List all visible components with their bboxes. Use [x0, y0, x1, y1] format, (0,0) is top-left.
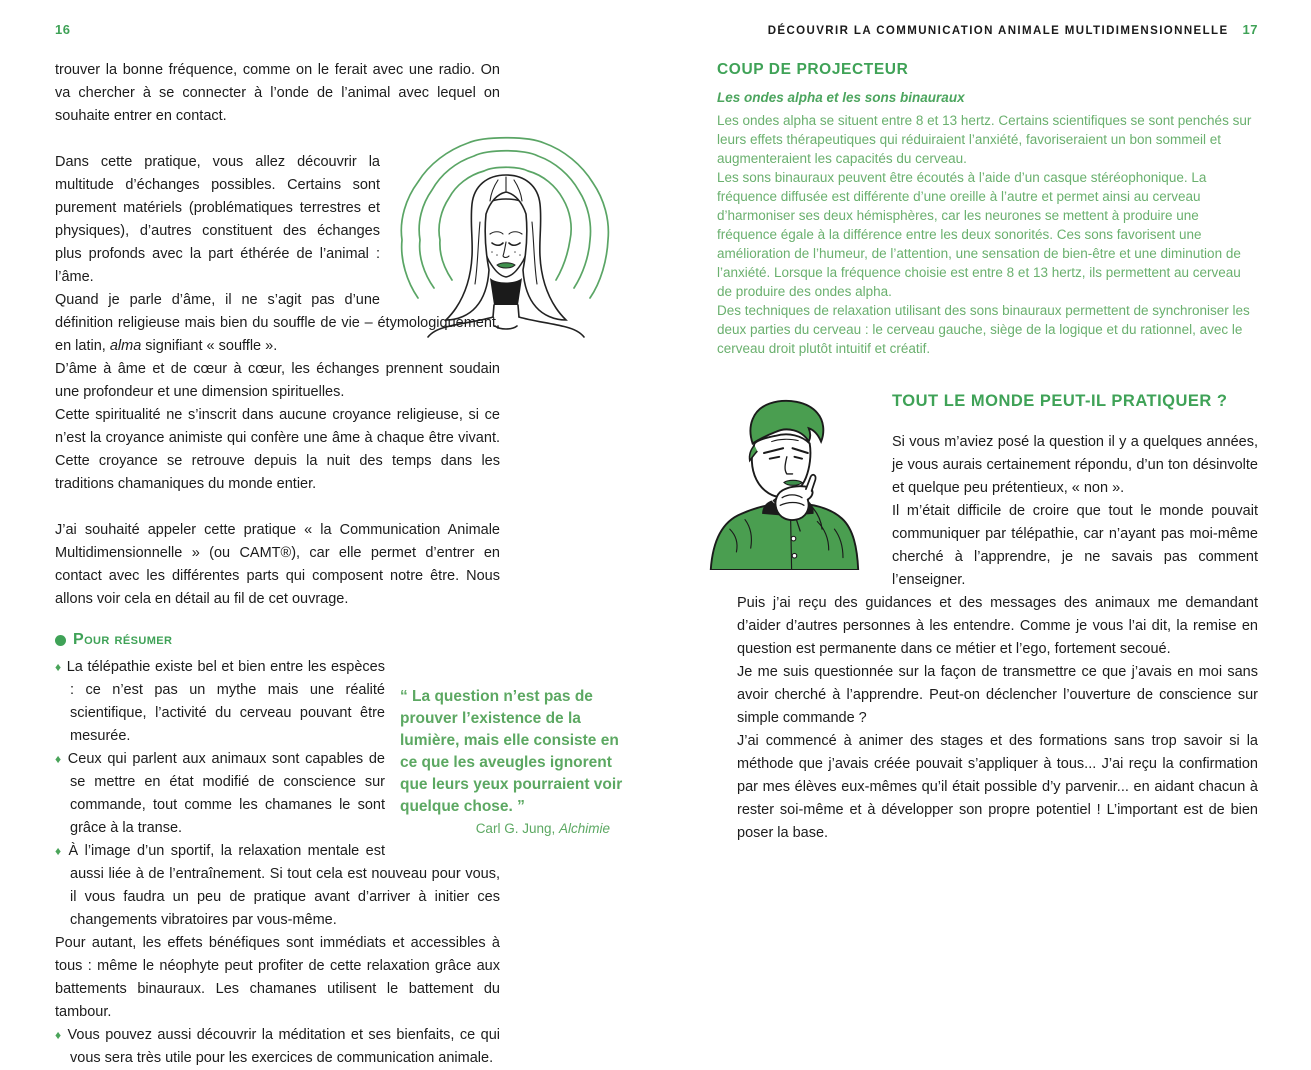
- bullet-circle-icon: [55, 635, 66, 646]
- page-17: [717, 22, 1258, 845]
- resume-item: [55, 1024, 500, 1070]
- resume-heading-label: Pour résumer: [73, 631, 173, 648]
- page-number-right: 17: [1242, 22, 1258, 37]
- diamond-bullet-icon: ♦: [55, 844, 64, 858]
- index-finger: [806, 475, 816, 491]
- quote-attribution: [400, 821, 624, 836]
- resume-item: [55, 840, 500, 932]
- spotlight-title: COUP DE PROJECTEUR: [717, 61, 909, 78]
- lips: [784, 480, 802, 485]
- spotlight-subtitle: Les ondes alpha et les sons binauraux: [717, 90, 965, 105]
- resume-item-text: Ceux qui parlent aux animaux sont capables de se mettre en état modifié de conscience sur commande, tout comme les chamanes le sont grâce à la transe.: [67, 751, 385, 836]
- thinking-man-illustration: [700, 394, 868, 570]
- spotlight-paragraph: Les ondes alpha se situent entre 8 et 13 hertz. Certains scientifiques se sont penchés sur leurs effets thérapeutiques qui réduiraient l’anxiété, favoriseraient un bon sommeil et augmenteraient les capacités du cerveau.: [717, 113, 1252, 166]
- practice-paragraph: Il m’était difficile de croire que tout le monde pouvait communiquer par télépathie, car n’ayant pas moi-même cherché à l’apprendre, je ne savais pas comment l’enseigner.: [892, 503, 1258, 588]
- text-run: Quand je parle d’âme, il ne s’agit pas d’une définition religieuse mais bien du souffle de vie – étymologiquement, en latin,: [55, 292, 500, 354]
- practice-paragraph: J’ai commencé à animer des stages et des formations sans trop savoir si la méthode que j’avais créée pouvait s’appliquer à tous... J’ai reçu la confirmation par mes élèves eux-mêmes qu’il était possible d’y parvenir... en aidant chacun à rester soi-même et à développer son propre potentiel ! L’important est de bien poser la base.: [737, 733, 1258, 841]
- diamond-bullet-icon: ♦: [55, 660, 62, 674]
- quote-author: Carl G. Jung,: [475, 821, 556, 836]
- neck-shadow: [490, 278, 522, 305]
- quote-text: “ La question n’est pas de prouver l’existence de la lumière, mais elle consiste en ce que les aveugles ignorent que leurs yeux pourraient voir quelque chose. ”: [400, 688, 623, 815]
- practice-section: [717, 392, 1258, 845]
- running-header: [717, 22, 1258, 37]
- aura-woman-illustration: [394, 130, 622, 308]
- spotlight-section: [717, 61, 1258, 358]
- resume-item-text: À l’image d’un sportif, la relaxation mentale est aussi liée à de l’entraînement. Si tout cela est nouveau pour vous, il vous faudra un peu de pratique avant d’arriver à initier ces changements vibratoires par vous-même.: [68, 843, 500, 928]
- diamond-bullet-icon: ♦: [55, 1028, 63, 1042]
- running-header-title: DÉCOUVRIR LA COMMUNICATION ANIMALE MULTIDIMENSIONNELLE: [767, 25, 1229, 37]
- resume-plain-paragraph: Pour autant, les effets bénéfiques sont immédiats et accessibles à tous : même le néophyte peut profiter de cette relaxation grâce aux battements binauraux. Les chamanes utilisent le battement du tambour.: [55, 935, 500, 1020]
- spotlight-paragraph: Des techniques de relaxation utilisant des sons binauraux permettent de synchroniser les deux parties du cerveau : le cerveau gauche, siège de la logique et du rationnel, avec le cerveau droit plutôt intuitif et créatif.: [717, 303, 1250, 356]
- paragraph-camt: J’ai souhaité appeler cette pratique « la Communication Animale Multidimensionnelle » (ou CAMT®), car elle permet d’entrer en contact avec les différentes parts qui composent notre être. Nous allons voir cela en détail au fil de cet ouvrage.: [55, 522, 500, 607]
- practice-paragraph: Si vous m’aviez posé la question il y a quelques années, je vous aurais certainement répondu, d’un ton désinvolte et quelque peu prétentieux, « non ».: [892, 434, 1258, 496]
- resume-heading: [55, 631, 500, 649]
- diamond-bullet-icon: ♦: [55, 752, 63, 766]
- practice-title: TOUT LE MONDE PEUT-IL PRATIQUER ?: [892, 392, 1228, 410]
- practice-paragraph: Je me suis questionnée sur la façon de transmettre ce que j’avais en moi sans avoir cherché à l’apprendre. Peut-on déclencher l’ouverture de conscience sur simple commande ?: [737, 664, 1258, 726]
- paragraph-frequency: trouver la bonne fréquence, comme on le ferait avec une radio. On va chercher à se connecter à l’onde de l’animal avec lequel on souhaite entrer en contact.: [55, 62, 500, 124]
- quote-work-title: Alchimie: [558, 821, 610, 836]
- practice-paragraph: Puis j’ai reçu des guidances et des messages des animaux me demandant d’aider d’autres personnes à les entendre. Comme je vous l’ai dit, la remise en question est permanente dans ce métier et l’ego, fortement secoué.: [737, 595, 1258, 657]
- latin-word: alma: [109, 338, 142, 354]
- page-16: [55, 22, 623, 1070]
- paragraph-pratique: Dans cette pratique, vous allez découvrir la multitude d’échanges possibles. Certains sont purement matériels (problématiques terrestres et physiques), d’autres constituent des échanges plus profonds avec la part éthérée de l’animal : l’âme.: [55, 154, 380, 285]
- spotlight-paragraph: Les sons binauraux peuvent être écoutés à l’aide d’un casque stéréophonique. La fréquence diffusée est différente d’une oreille à l’autre et permet ainsi au cerveau d’harmoniser ses deux hémisphères, car les neurones se mettent à produire une fréquence égale à la différence entre les deux sonorités. Ces sons favorisent une amélioration de l’humeur, de l’attention, une sensation de bien-être et une diminution de l’anxiété. Lorsque la fréquence choisie est entre 8 et 13 hertz, ils permettent au cerveau de produire des ondes alpha.: [717, 170, 1241, 299]
- jung-quote-block: [400, 686, 624, 836]
- paragraph-coeur: D’âme à âme et de cœur à cœur, les échanges prennent soudain une profondeur et une dimension spirituelles.: [55, 361, 500, 400]
- resume-item-text: Vous pouvez aussi découvrir la méditation et ses bienfaits, ce qui vous sera très utile pour les exercices de communication animale.: [67, 1027, 500, 1066]
- resume-item-text: La télépathie existe bel et bien entre les espèces : ce n’est pas un mythe mais une réalité scientifique, l’activité du cerveau pouvant être mesurée.: [66, 659, 385, 744]
- text-run: signifiant « souffle ».: [141, 338, 278, 354]
- paragraph-spiritualite: Cette spiritualité ne s’inscrit dans aucune croyance religieuse, si ce n’est la croyance animiste qui confère une âme à chaque être vivant. Cette croyance se retrouve depuis la nuit des temps dans les traditions chamaniques du monde entier.: [55, 407, 500, 492]
- page-number-left: 16: [55, 22, 71, 37]
